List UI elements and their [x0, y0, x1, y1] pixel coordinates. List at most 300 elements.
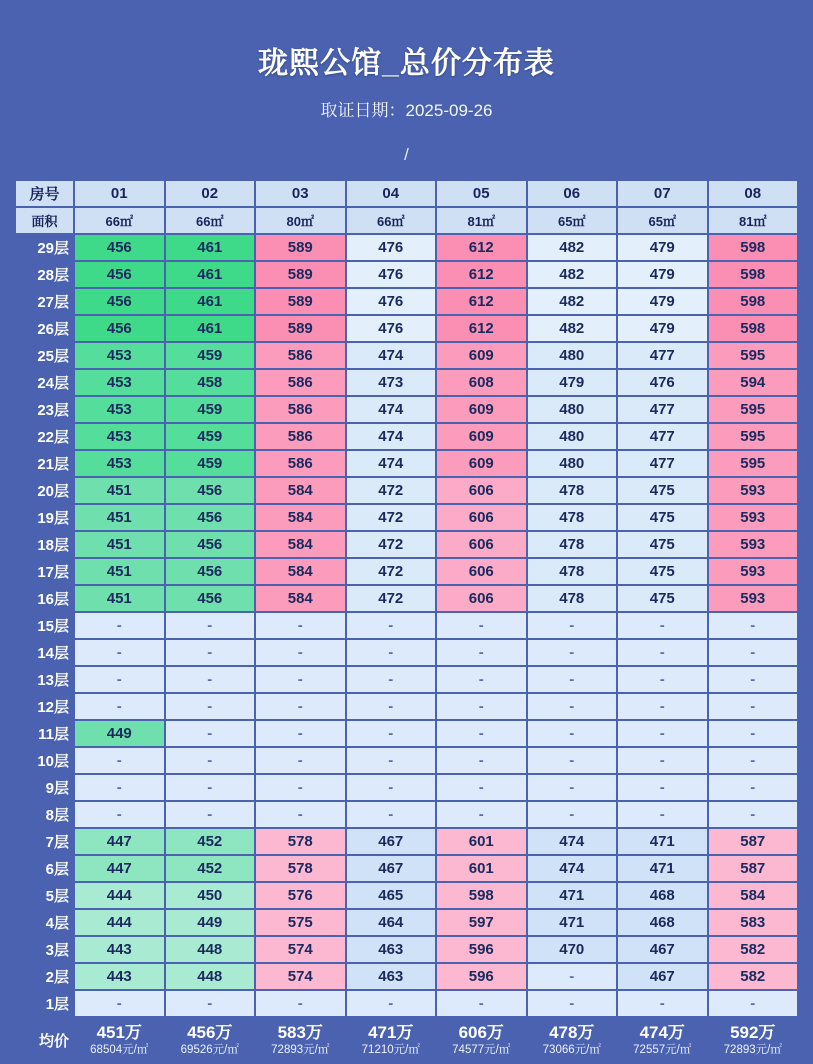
price-cell: -: [256, 640, 345, 665]
table-row: [16, 883, 797, 908]
price-cell: 444: [75, 910, 164, 935]
price-cell: -: [166, 802, 255, 827]
price-cell: 459: [166, 424, 255, 449]
price-cell: 478: [528, 478, 617, 503]
price-cell: -: [618, 748, 707, 773]
price-cell: 453: [75, 424, 164, 449]
price-cell: 584: [256, 532, 345, 557]
footer-average-unit-price: 73066元/㎡: [542, 1044, 601, 1056]
table-row: [16, 505, 797, 530]
column-area-08: 81㎡: [709, 208, 798, 233]
table-row: [16, 586, 797, 611]
price-cell: -: [709, 694, 798, 719]
footer-average-unit-price: 72557元/㎡: [633, 1044, 692, 1056]
row-header-floor: 12层: [37, 699, 69, 716]
footer-average-cell: [166, 1018, 255, 1062]
price-cell: 477: [618, 424, 707, 449]
price-cell: -: [618, 775, 707, 800]
price-cell: -: [347, 991, 436, 1016]
price-cell: 609: [437, 451, 526, 476]
price-cell: -: [75, 694, 164, 719]
price-cell: 467: [618, 937, 707, 962]
price-cell: 606: [437, 505, 526, 530]
price-cell: 586: [256, 451, 345, 476]
price-distribution-table: [14, 179, 799, 1064]
price-cell: 478: [528, 505, 617, 530]
price-cell: -: [256, 667, 345, 692]
price-cell: 593: [709, 478, 798, 503]
price-cell: -: [437, 694, 526, 719]
footer-average-total: 474万: [639, 1023, 685, 1042]
footer-average-cell: [618, 1018, 707, 1062]
footer-average-total: 592万: [730, 1023, 776, 1042]
price-cell: -: [709, 667, 798, 692]
price-cell: -: [166, 748, 255, 773]
price-cell: 452: [166, 856, 255, 881]
price-cell: 595: [709, 424, 798, 449]
row-header-floor: 20层: [37, 483, 69, 500]
column-area-06: 65㎡: [528, 208, 617, 233]
row-header-floor: 22层: [37, 429, 69, 446]
price-cell: -: [709, 991, 798, 1016]
price-cell: -: [75, 613, 164, 638]
price-cell: 448: [166, 964, 255, 989]
table-row: [16, 289, 797, 314]
footer-average-label: 均价: [38, 1032, 69, 1050]
price-cell: 453: [75, 397, 164, 422]
column-header-unit-04: 04: [347, 181, 436, 206]
table-row: [16, 694, 797, 719]
row-header-floor: 9层: [45, 780, 69, 797]
price-cell: 482: [528, 316, 617, 341]
price-cell: 612: [437, 262, 526, 287]
price-cell: 609: [437, 424, 526, 449]
price-cell: 463: [347, 964, 436, 989]
price-cell: 601: [437, 856, 526, 881]
row-header-floor: 16层: [37, 591, 69, 608]
price-cell: 480: [528, 451, 617, 476]
table-row: [16, 640, 797, 665]
row-header-floor: 2层: [45, 969, 69, 986]
price-cell: 458: [166, 370, 255, 395]
price-cell: -: [347, 721, 436, 746]
price-cell: -: [256, 613, 345, 638]
price-cell: 479: [618, 316, 707, 341]
price-cell: 593: [709, 586, 798, 611]
price-cell: 584: [256, 478, 345, 503]
price-cell: -: [75, 775, 164, 800]
footer-average-total: 451万: [96, 1023, 142, 1042]
price-cell: 451: [75, 532, 164, 557]
table-row: [16, 721, 797, 746]
price-cell: 471: [528, 883, 617, 908]
price-cell: 449: [75, 721, 164, 746]
price-cell: 480: [528, 343, 617, 368]
price-cell: 593: [709, 559, 798, 584]
price-cell: 578: [256, 856, 345, 881]
table-row: [16, 910, 797, 935]
price-cell: -: [709, 748, 798, 773]
price-cell: 450: [166, 883, 255, 908]
price-cell: 584: [709, 883, 798, 908]
page-subtitle: 取证日期：2025-09-26: [320, 101, 493, 120]
price-cell: 587: [709, 856, 798, 881]
price-cell: 451: [75, 505, 164, 530]
table-row: [16, 802, 797, 827]
price-cell: -: [709, 721, 798, 746]
table-row: [16, 424, 797, 449]
table-row: [16, 316, 797, 341]
footer-average-cell: [256, 1018, 345, 1062]
price-cell: 480: [528, 397, 617, 422]
price-cell: 479: [528, 370, 617, 395]
price-cell: -: [75, 748, 164, 773]
price-cell: 589: [256, 235, 345, 260]
price-cell: 574: [256, 964, 345, 989]
footer-average-cell: [347, 1018, 436, 1062]
column-header-unit-08: 08: [709, 181, 798, 206]
price-cell: -: [528, 802, 617, 827]
price-cell: -: [166, 775, 255, 800]
price-cell: 586: [256, 343, 345, 368]
price-cell: -: [709, 775, 798, 800]
price-cell: 576: [256, 883, 345, 908]
price-cell: 456: [75, 316, 164, 341]
footer-average-unit-price: 74577元/㎡: [452, 1044, 511, 1056]
price-cell: -: [528, 721, 617, 746]
price-cell: 453: [75, 370, 164, 395]
price-cell: 468: [618, 883, 707, 908]
footer-average-unit-price: 72893元/㎡: [723, 1044, 782, 1056]
price-cell: 470: [528, 937, 617, 962]
price-cell: -: [618, 802, 707, 827]
price-cell: -: [618, 640, 707, 665]
price-cell: 575: [256, 910, 345, 935]
row-header-floor: 8层: [45, 807, 69, 824]
price-cell: -: [618, 613, 707, 638]
price-cell: 461: [166, 316, 255, 341]
price-cell: 589: [256, 289, 345, 314]
price-cell: -: [256, 991, 345, 1016]
price-cell: 474: [347, 397, 436, 422]
price-cell: 443: [75, 964, 164, 989]
price-cell: 464: [347, 910, 436, 935]
page-title: 珑熙公馆_总价分布表: [258, 47, 555, 80]
price-cell: 452: [166, 829, 255, 854]
table-row: [16, 559, 797, 584]
column-header-unit-02: 02: [166, 181, 255, 206]
price-cell: -: [256, 802, 345, 827]
column-header-unit-06: 06: [528, 181, 617, 206]
footer-average-total: 606万: [458, 1023, 504, 1042]
price-cell: -: [528, 640, 617, 665]
price-cell: 443: [75, 937, 164, 962]
price-cell: 593: [709, 505, 798, 530]
price-cell: 578: [256, 829, 345, 854]
column-area-07: 65㎡: [618, 208, 707, 233]
price-cell: 582: [709, 937, 798, 962]
price-cell: -: [256, 775, 345, 800]
price-cell: 479: [618, 289, 707, 314]
price-cell: -: [166, 640, 255, 665]
column-area-03: 80㎡: [256, 208, 345, 233]
price-cell: 456: [166, 505, 255, 530]
column-header-unit-05: 05: [437, 181, 526, 206]
footer-average-unit-price: 71210元/㎡: [361, 1044, 420, 1056]
price-cell: 468: [618, 910, 707, 935]
column-header-area-label: 面积: [16, 208, 73, 233]
price-cell: 472: [347, 559, 436, 584]
price-cell: 467: [618, 964, 707, 989]
footer-average-cell: [437, 1018, 526, 1062]
price-cell: 606: [437, 586, 526, 611]
price-cell: 456: [75, 289, 164, 314]
price-cell: -: [437, 721, 526, 746]
table-row: [16, 451, 797, 476]
price-cell: -: [256, 721, 345, 746]
price-cell: 447: [75, 829, 164, 854]
price-cell: 595: [709, 343, 798, 368]
price-cell: 465: [347, 883, 436, 908]
row-header-floor: 18层: [37, 537, 69, 554]
price-cell: 597: [437, 910, 526, 935]
price-cell: -: [166, 667, 255, 692]
price-cell: 476: [618, 370, 707, 395]
price-cell: 456: [75, 262, 164, 287]
price-cell: -: [75, 640, 164, 665]
price-cell: 463: [347, 937, 436, 962]
price-cell: -: [618, 694, 707, 719]
price-cell: -: [618, 991, 707, 1016]
column-header-unit-03: 03: [256, 181, 345, 206]
price-cell: -: [528, 775, 617, 800]
price-cell: 606: [437, 478, 526, 503]
price-cell: 453: [75, 343, 164, 368]
row-header-floor: 3层: [45, 942, 69, 959]
price-cell: -: [347, 694, 436, 719]
price-cell: -: [256, 748, 345, 773]
price-cell: -: [75, 667, 164, 692]
footer-average-unit-price: 72893元/㎡: [271, 1044, 330, 1056]
row-header-floor: 4层: [45, 915, 69, 932]
row-header-floor: 25层: [37, 348, 69, 365]
price-cell: 609: [437, 397, 526, 422]
price-cell: -: [709, 640, 798, 665]
price-cell: 606: [437, 532, 526, 557]
row-header-floor: 6层: [45, 861, 69, 878]
price-cell: -: [528, 748, 617, 773]
price-cell: 475: [618, 505, 707, 530]
price-cell: 451: [75, 559, 164, 584]
price-cell: -: [347, 802, 436, 827]
price-cell: 598: [709, 316, 798, 341]
table-header-row: [16, 181, 797, 206]
price-cell: -: [437, 613, 526, 638]
price-cell: 476: [347, 235, 436, 260]
price-cell: -: [166, 613, 255, 638]
table-row: [16, 397, 797, 422]
price-cell: 608: [437, 370, 526, 395]
price-cell: 472: [347, 586, 436, 611]
separator-slash: /: [404, 145, 409, 164]
price-cell: 586: [256, 370, 345, 395]
price-cell: 482: [528, 235, 617, 260]
row-header-floor: 14层: [37, 645, 69, 662]
price-cell: 595: [709, 451, 798, 476]
row-header-floor: 17层: [37, 564, 69, 581]
row-header-floor: 29层: [37, 240, 69, 257]
row-header-floor: 23层: [37, 402, 69, 419]
price-cell: 456: [166, 478, 255, 503]
table-row: [16, 262, 797, 287]
table-footer-row: [16, 1018, 797, 1062]
price-cell: 598: [709, 262, 798, 287]
price-cell: 593: [709, 532, 798, 557]
price-cell: 474: [347, 343, 436, 368]
price-cell: -: [166, 694, 255, 719]
price-cell: -: [528, 667, 617, 692]
price-cell: 471: [528, 910, 617, 935]
price-cell: -: [528, 991, 617, 1016]
price-cell: -: [437, 748, 526, 773]
table-row: [16, 991, 797, 1016]
price-cell: 479: [618, 262, 707, 287]
price-cell: 584: [256, 559, 345, 584]
price-cell: 478: [528, 532, 617, 557]
row-header-floor: 21层: [37, 456, 69, 473]
price-cell: 601: [437, 829, 526, 854]
row-header-floor: 7层: [45, 834, 69, 851]
price-cell: 461: [166, 235, 255, 260]
price-cell: 459: [166, 451, 255, 476]
footer-average-cell: [75, 1018, 164, 1062]
price-cell: 598: [709, 289, 798, 314]
price-cell: 475: [618, 586, 707, 611]
price-cell: 594: [709, 370, 798, 395]
price-cell: 471: [618, 856, 707, 881]
price-cell: 467: [347, 856, 436, 881]
price-cell: 451: [75, 586, 164, 611]
table-row: [16, 370, 797, 395]
row-header-floor: 24层: [37, 375, 69, 392]
price-cell: 477: [618, 397, 707, 422]
price-cell: -: [528, 694, 617, 719]
price-cell: 587: [709, 829, 798, 854]
table-area-row: [16, 208, 797, 233]
table-row: [16, 937, 797, 962]
price-cell: 589: [256, 316, 345, 341]
price-cell: 456: [166, 532, 255, 557]
column-header-unit-label: 房号: [16, 181, 73, 206]
price-cell: 461: [166, 289, 255, 314]
price-cell: 471: [618, 829, 707, 854]
column-area-01: 66㎡: [75, 208, 164, 233]
table-row: [16, 613, 797, 638]
price-cell: 584: [256, 586, 345, 611]
price-cell: -: [347, 667, 436, 692]
price-cell: -: [618, 721, 707, 746]
price-cell: 479: [618, 235, 707, 260]
table-row: [16, 235, 797, 260]
price-cell: 475: [618, 559, 707, 584]
price-cell: 459: [166, 397, 255, 422]
price-cell: 473: [347, 370, 436, 395]
price-cell: -: [528, 613, 617, 638]
footer-average-unit-price: 69526元/㎡: [180, 1044, 239, 1056]
price-cell: 612: [437, 235, 526, 260]
row-header-floor: 11层: [38, 726, 69, 743]
price-cell: 448: [166, 937, 255, 962]
price-cell: 474: [347, 424, 436, 449]
price-cell: 482: [528, 289, 617, 314]
price-cell: 472: [347, 478, 436, 503]
price-cell: 595: [709, 397, 798, 422]
price-cell: 609: [437, 343, 526, 368]
table-row: [16, 775, 797, 800]
table-row: [16, 532, 797, 557]
price-cell: -: [166, 991, 255, 1016]
price-cell: -: [437, 991, 526, 1016]
price-cell: 612: [437, 316, 526, 341]
price-cell: 475: [618, 532, 707, 557]
column-area-02: 66㎡: [166, 208, 255, 233]
price-cell: 456: [75, 235, 164, 260]
footer-average-total: 583万: [277, 1023, 323, 1042]
price-cell: 598: [709, 235, 798, 260]
table-row: [16, 964, 797, 989]
price-cell: -: [75, 802, 164, 827]
price-cell: -: [437, 667, 526, 692]
price-cell: 584: [256, 505, 345, 530]
price-cell: 596: [437, 937, 526, 962]
price-cell: 612: [437, 289, 526, 314]
price-cell: 461: [166, 262, 255, 287]
price-cell: -: [347, 613, 436, 638]
price-cell: 478: [528, 559, 617, 584]
row-header-floor: 27层: [37, 294, 69, 311]
table-row: [16, 478, 797, 503]
row-header-floor: 13层: [37, 672, 69, 689]
price-cell: 447: [75, 856, 164, 881]
column-header-unit-07: 07: [618, 181, 707, 206]
footer-average-total: 471万: [368, 1023, 414, 1042]
price-cell: 475: [618, 478, 707, 503]
price-cell: 451: [75, 478, 164, 503]
row-header-floor: 1层: [45, 996, 69, 1013]
price-cell: 474: [528, 829, 617, 854]
price-cell: 606: [437, 559, 526, 584]
price-cell: 444: [75, 883, 164, 908]
column-area-04: 66㎡: [347, 208, 436, 233]
price-cell: 482: [528, 262, 617, 287]
column-header-unit-01: 01: [75, 181, 164, 206]
price-cell: 467: [347, 829, 436, 854]
price-cell: -: [437, 775, 526, 800]
price-cell: 474: [528, 856, 617, 881]
price-cell: 456: [166, 586, 255, 611]
row-header-floor: 5层: [45, 888, 69, 905]
price-cell: 586: [256, 397, 345, 422]
footer-average-cell: [528, 1018, 617, 1062]
price-cell: -: [347, 748, 436, 773]
price-cell: 459: [166, 343, 255, 368]
price-cell: 476: [347, 289, 436, 314]
price-cell: 477: [618, 451, 707, 476]
price-cell: 449: [166, 910, 255, 935]
price-cell: 453: [75, 451, 164, 476]
footer-average-total: 478万: [549, 1023, 595, 1042]
price-cell: 582: [709, 964, 798, 989]
